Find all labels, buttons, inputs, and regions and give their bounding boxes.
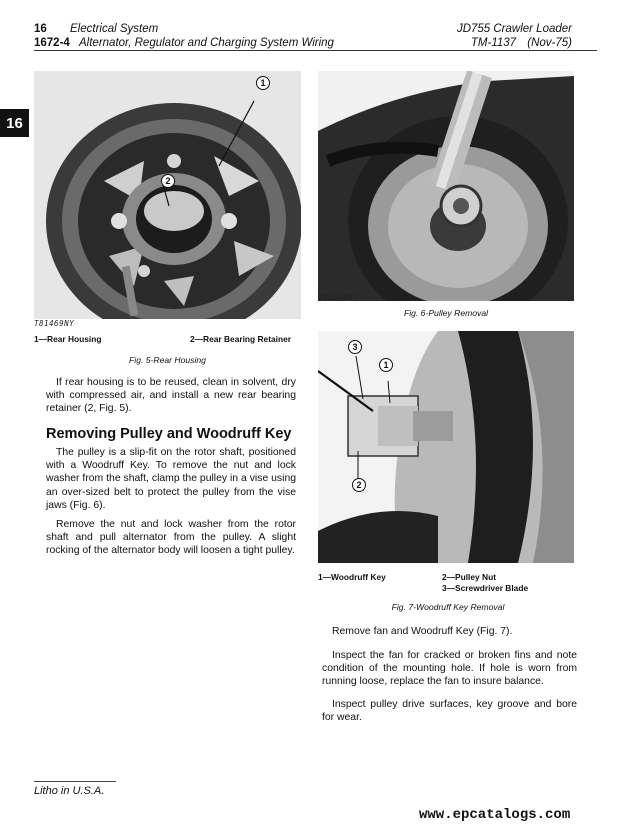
header-left — [34, 22, 334, 50]
pulley-inspect-paragraph: Inspect pulley drive surfaces, key groove and bore for wear. — [322, 699, 577, 724]
fig6-caption: Fig. 6-Pulley Removal — [403, 308, 489, 318]
section-tab: 16 — [0, 109, 29, 137]
fig7-callout-3: 3 — [348, 340, 362, 354]
fig5-photo-code: T81469NY — [34, 319, 75, 328]
header-rule — [34, 50, 597, 51]
pulley-paragraph-1: The pulley is a slip-fit on the rotor shaft, positioned with a Woodruff Key. To remove the nut and lock washer from the shaft, clamp the pulley in a vise using an over-sized belt to protect the pulley from the vise jaws (Fig. 6). — [46, 447, 296, 511]
fig6-photo — [318, 71, 574, 301]
fig7-photo — [318, 331, 574, 563]
page-ref: 1672-4 — [34, 37, 70, 49]
fig5-legend-1: 1—Rear Housing — [34, 334, 102, 344]
fig7-legend-2: 2—Pulley Nut — [442, 572, 496, 582]
fig7-callout-2: 2 — [352, 478, 366, 492]
fig5-callout-1: 1 — [256, 76, 270, 90]
page-number: 16 — [34, 23, 47, 35]
fan-key-paragraph: Remove fan and Woodruff Key (Fig. 7). — [332, 626, 513, 637]
litho-note: Litho in U.S.A. — [34, 785, 105, 797]
fig7-legend-1: 1—Woodruff Key — [318, 572, 386, 582]
model-name: JD755 Crawler Loader — [456, 23, 572, 35]
fig5-callout-2: 2 — [161, 174, 175, 188]
fig7-callout-1: 1 — [379, 358, 393, 372]
footer-rule — [34, 781, 116, 782]
pulley-removal-illustration — [318, 71, 574, 301]
fig6-photo-code: T82346NY — [318, 293, 359, 302]
header-right — [457, 22, 572, 50]
woodruff-key-illustration — [318, 331, 574, 563]
fig5-legend-2: 2—Rear Bearing Retainer — [190, 334, 292, 344]
section-title: Electrical System — [70, 23, 159, 35]
fig5-caption: Fig. 5-Rear Housing — [129, 355, 206, 365]
rear-housing-illustration — [34, 71, 301, 319]
fig5-photo — [34, 71, 301, 319]
website-watermark: www.epcatalogs.com — [419, 807, 571, 823]
fan-inspect-paragraph: Inspect the fan for cracked or broken fins and note condition of the mounting hole. If hole is worn from running loose, replace the fan to insure balance. — [322, 650, 577, 688]
fig7-caption: Fig. 7-Woodruff Key Removal — [391, 602, 505, 612]
page-subtitle: Alternator, Regulator and Charging System Wiring — [79, 37, 334, 49]
fig7-photo-code: T80828NY — [318, 554, 359, 563]
fig7-legend-3: 3—Screwdriver Blade — [442, 583, 529, 593]
manual-date: (Nov-75) — [527, 37, 572, 49]
manual-ref: TM-1137 — [470, 37, 517, 49]
section-heading: Removing Pulley and Woodruff Key — [46, 426, 292, 442]
rear-housing-paragraph: If rear housing is to be reused, clean in solvent, dry with compressed air, and install a new rear bearing retainer (2, Fig. 5). — [46, 377, 296, 415]
pulley-paragraph-2: Remove the nut and lock washer from the rotor shaft and pull alternator from the pulley. A slight rocking of the alternator body will loosen a tight pulley. — [46, 519, 296, 557]
